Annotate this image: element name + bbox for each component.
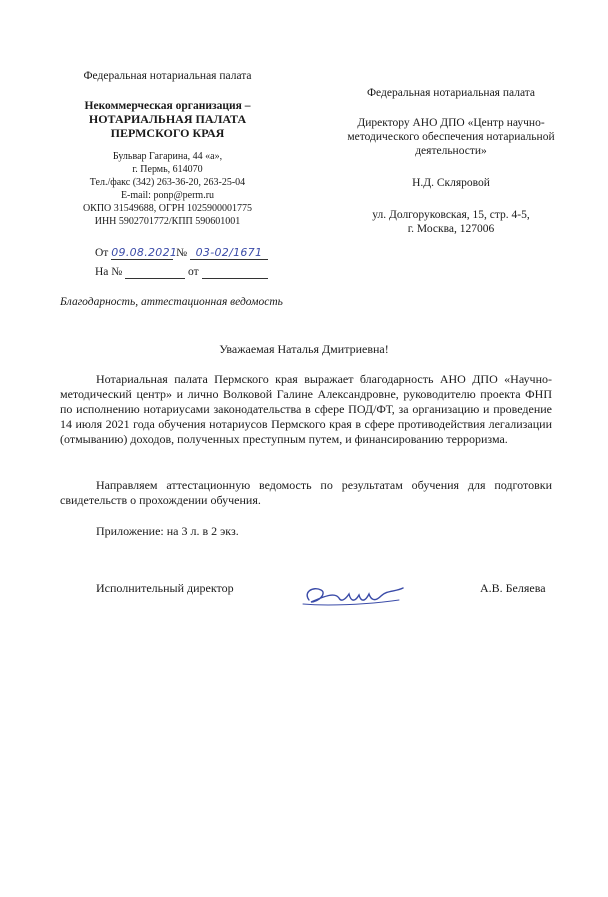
sender-address-street: Бульвар Гагарина, 44 «а», <box>112 151 223 162</box>
letter-subject: Благодарность, аттестационная ведомость <box>60 296 283 308</box>
ref-number-handwritten: 03-02/1671 <box>195 246 263 259</box>
sender-email: E-mail: ponp@perm.ru <box>120 190 215 201</box>
ref-on-from-label: от <box>188 266 199 278</box>
addressee-block <box>320 86 582 236</box>
addressee-position-line1: Директору АНО ДПО «Центр научно- <box>357 117 545 129</box>
ref-date-handwritten: 09.08.2021 <box>111 246 178 259</box>
sender-inn: ИНН 5902701772/КПП 590601001 <box>94 216 241 227</box>
sender-org-type: Некоммерческая организация – <box>84 100 251 112</box>
sender-phone: Тел./факс (342) 263-36-20, 263-25-04 <box>89 177 246 188</box>
ref-number-field <box>190 246 268 260</box>
ref-from-label: От <box>95 247 109 259</box>
addressee-address-street: ул. Долгоруковская, 15, стр. 4-5, <box>372 209 530 221</box>
sender-org-name-line1: НОТАРИАЛЬНАЯ ПАЛАТА <box>88 112 247 126</box>
body-paragraph-2: Направляем аттестационную ведомость по результатам обучения для подготовки свидетельств о прохождении обучения. <box>60 478 552 507</box>
signatory-name: А.В. Беляева <box>480 581 546 595</box>
outgoing-refs <box>95 246 295 286</box>
ref-line-on <box>95 266 295 286</box>
sender-contacts <box>60 150 275 228</box>
sender-okpo: ОКПО 31549688, ОГРН 1025900001775 <box>82 203 253 214</box>
body-paragraph-1: Нотариальная палата Пермского края выражает благодарность АНО ДПО «Научно-методический центр» и лично Волковой Галине Александровне, руководителю проекта ФНП по исполнению нотариусами законодательства в сфере ПОД/ФТ, за организацию и проведение 14 июля 2021 года обучения нотариусов Пермского края в сфере противодействия легализации (отмыванию) доходов, полученных преступным путем, и финансированию терроризма. <box>60 372 552 446</box>
ref-date-field <box>111 246 178 260</box>
addressee-position-line3: деятельности» <box>415 145 487 157</box>
ref-line-from <box>95 246 295 266</box>
greeting: Уважаемая Наталья Дмитриевна! <box>219 342 389 356</box>
signatory-title: Исполнительный директор <box>96 581 234 595</box>
ref-on-date-field <box>202 266 268 279</box>
addressee-address-city: г. Москва, 127006 <box>407 223 495 235</box>
sender-block <box>60 70 275 228</box>
sender-chamber: Федеральная нотариальная палата <box>83 70 252 82</box>
handwritten-signature <box>295 578 413 614</box>
appendix-note: Приложение: на 3 л. в 2 экз. <box>96 524 239 538</box>
addressee-org: Федеральная нотариальная палата <box>366 87 536 99</box>
ref-number-label: № <box>176 247 188 259</box>
ref-on-number-field <box>125 266 185 279</box>
ref-on-label: На № <box>95 266 123 278</box>
sender-address-city: г. Пермь, 614070 <box>132 164 203 175</box>
addressee-position-line2: методического обеспечения нотариальной <box>347 131 555 143</box>
sender-org-name-line2: ПЕРМСКОГО КРАЯ <box>110 126 225 140</box>
addressee-name: Н.Д. Скляровой <box>412 177 490 189</box>
